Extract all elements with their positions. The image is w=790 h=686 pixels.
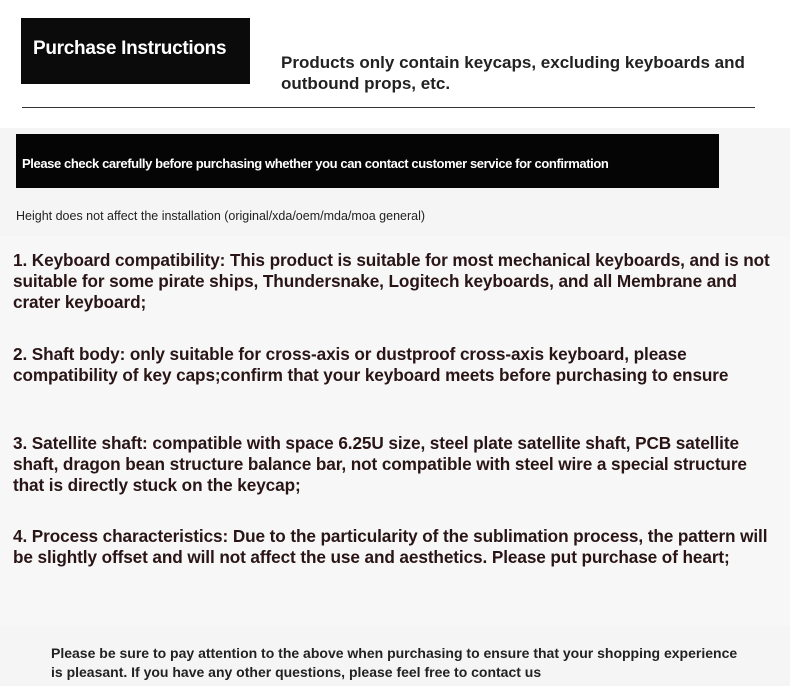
instruction-shaft-body: 2. Shaft body: only suitable for cross-axis or dustproof cross-axis keyboard, please compatibility of key caps;confirm that your keyboard meets before purchasing to ensure (13, 344, 729, 385)
product-scope-note: Products only contain keycaps, excluding keyboards and outbound props, etc. (281, 53, 745, 93)
instruction-satellite-shaft: 3. Satellite shaft: compatible with space 6.25U size, steel plate satellite shaft, PCB satellite shaft, dragon bean structure balance bar, not compatible with steel wire a special structure that is directly stuck on the keycap; (13, 433, 747, 495)
instruction-process-characteristics: 4. Process characteristics: Due to the particularity of the sublimation process, the pattern will be slightly offset and will not affect the use and aesthetics. Please put purchase of heart; (13, 526, 768, 567)
check-banner: Please check carefully before purchasing whether you can contact customer service for confirmation (16, 134, 719, 188)
height-note: Height does not affect the installation (original/xda/oem/mda/moa general) (16, 209, 426, 223)
footer-note: Please be sure to pay attention to the above when purchasing to ensure that your shopping experience is pleasant. If you have any other questions, please feel free to contact us (51, 645, 738, 680)
instruction-keyboard-compatibility: 1. Keyboard compatibility: This product is suitable for most mechanical keyboards, and is not suitable for some pirate ships, Thundersnake, Logitech keyboards, and all Membrane and crater keyboard; (13, 250, 770, 312)
divider (22, 107, 755, 108)
page-title: Purchase Instructions (21, 18, 250, 84)
